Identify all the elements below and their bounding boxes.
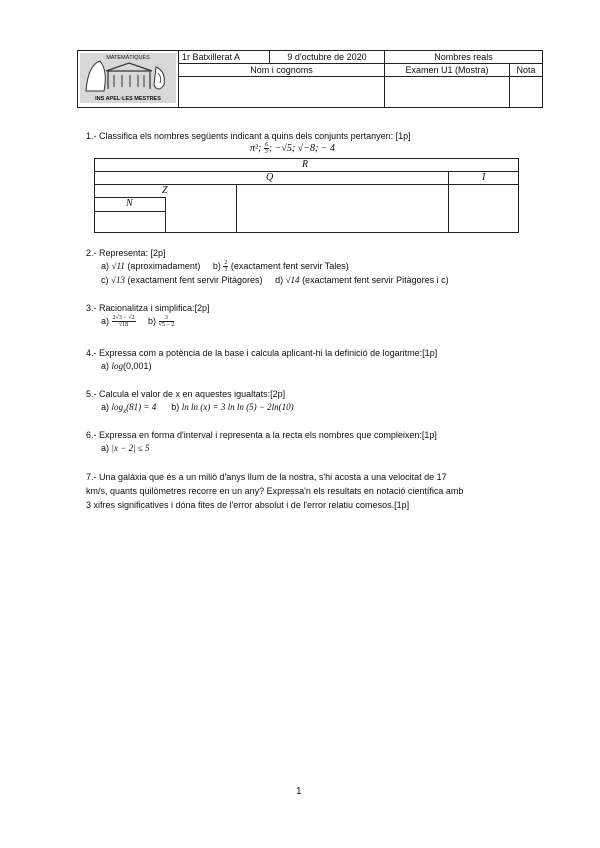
exam-label-cell (385, 63, 510, 76)
q7-line1: 7.- Una galàxia que és a un milió d'anys llum de la nostra, s'hi acosta a una velocitat de 17 (86, 472, 447, 482)
school-logo-icon (78, 51, 178, 105)
q4-line: a) log(0,001) (101, 361, 152, 371)
q1-frac: $\frac{6}{3}$ (264, 142, 268, 155)
set-r-label: R (302, 159, 309, 170)
exam-header (77, 50, 543, 108)
school-logo (78, 51, 179, 108)
topic: Nombres reals (434, 51, 493, 62)
name-label-cell (179, 63, 385, 76)
exam-blank (385, 76, 510, 107)
course: 1r Batxillerat A (182, 51, 241, 62)
q1-num-pi: π²; (250, 142, 262, 154)
grade-field[interactable] (510, 76, 543, 107)
q2-line2: c) √13 (exactament fent servir Pitàgores) d) √14 (exactament fent servir Pitàgores i c) (101, 275, 449, 285)
topic-cell (385, 51, 543, 64)
q7-line2: km/s, quants quilòmetres recorre en un any? Expressa'n els resultats en notació científica amb (86, 486, 464, 496)
set-i-label: I (482, 172, 486, 183)
q7-line3: 3 xifres significatives i dóna fites de l'error absolut i de l'error relatiu comesos.[1p] (86, 500, 410, 510)
set-q-label: Q (266, 172, 274, 183)
course-cell (179, 51, 270, 64)
name-field[interactable] (179, 76, 385, 107)
svg-text:INS APEL·LES MESTRES: INS APEL·LES MESTRES (95, 96, 161, 102)
date-cell (270, 51, 385, 64)
grade-label-cell (510, 63, 543, 76)
exam-label: Examen U1 (Mostra) (405, 64, 489, 75)
q1-text: 1.- Classifica els nombres següents indicant a quins dels conjunts pertanyen: [1p] (86, 131, 411, 141)
q6-line: a) |x − 2| ≤ 5 (101, 443, 150, 453)
name-label: Nom i cognoms (250, 64, 313, 75)
svg-text:MATEMÀTIQUES: MATEMÀTIQUES (106, 55, 150, 61)
q2-text: 2.- Representa: [2p] (86, 248, 166, 258)
q5-line: a) $\log_x(81) = 4$ b) ln ln (x) = 3 ln ln (5) − 2ln(10) (101, 402, 294, 415)
q3-line: a) $\frac{2√3 - √2}{√18}$ b) $\frac{3}{√5 - 2}$ (101, 315, 175, 329)
q5-text: 5.- Calcula el valor de x en aquestes igualtats:[2p] (86, 389, 286, 399)
q1-num-rest: ; −√5; √−8; − 4 (268, 142, 336, 154)
q2-line1: a) √11 (aproximadament) b) $\frac{2}{3}$ (exactament fent servir Tales) (101, 260, 349, 274)
q1-numbers (250, 142, 335, 155)
date: 9 d'octubre de 2020 (287, 51, 367, 62)
grade-label: Nota (516, 64, 536, 75)
page-number: 1 (296, 786, 302, 797)
q3-text: 3.- Racionalitza i simplifica:[2p] (86, 303, 210, 313)
set-z-label: Z (162, 185, 168, 196)
set-n-label: N (126, 198, 133, 209)
q6-text: 6.- Expressa en forma d'interval i representa a la recta els nombres que compleixen:[1p] (86, 430, 437, 440)
q4-text: 4.- Expressa com a potència de la base i calcula aplicant-hi la definició de logaritme:[1p] (86, 348, 438, 358)
